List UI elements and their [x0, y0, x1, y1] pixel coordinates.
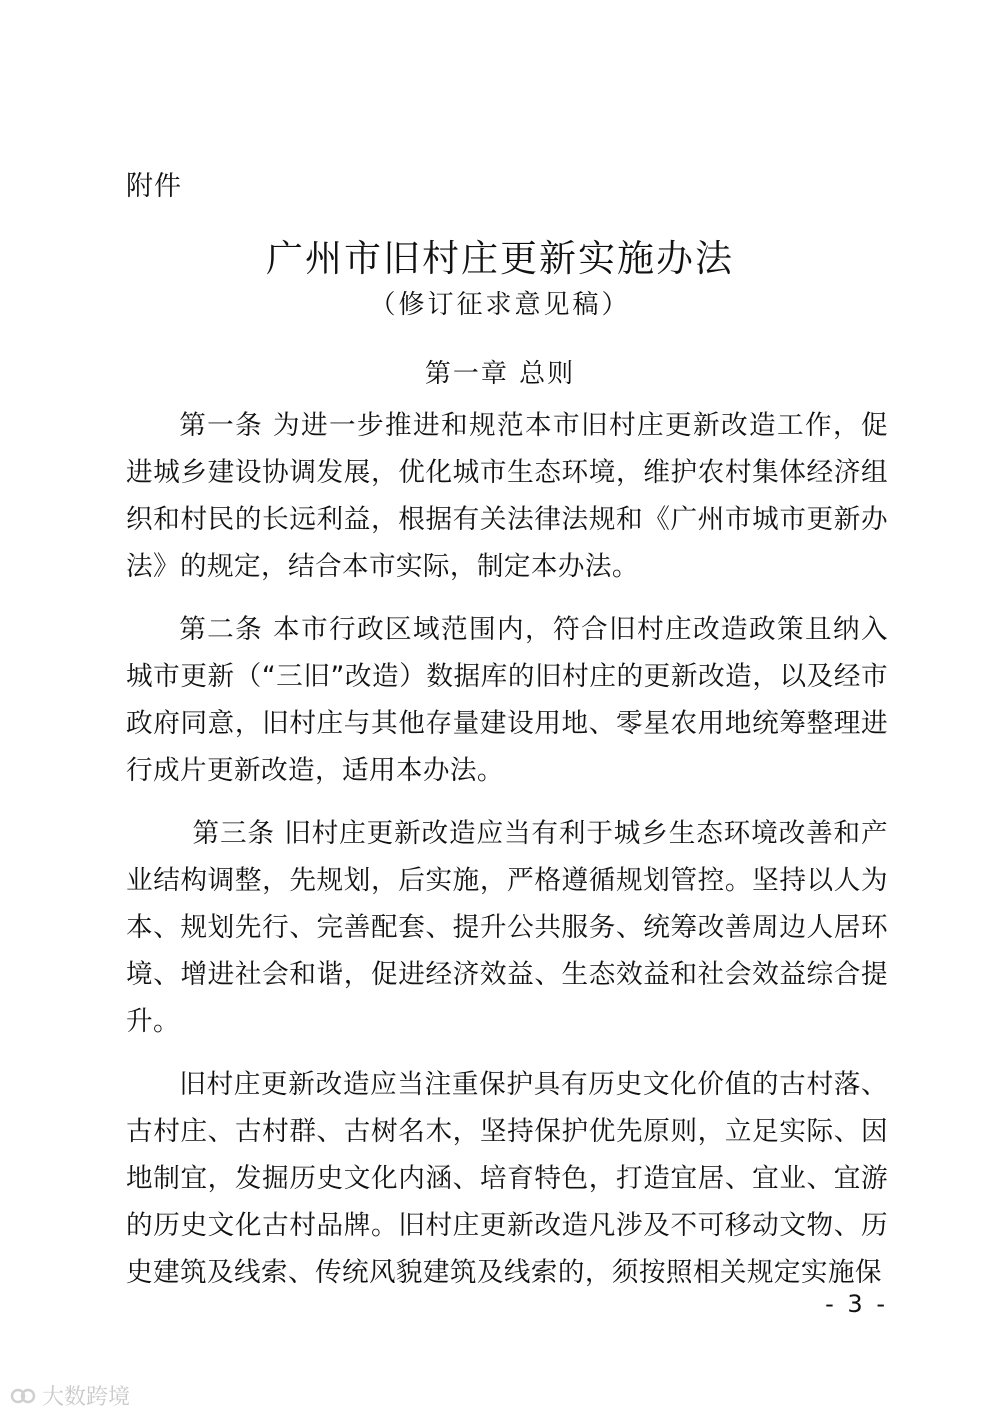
- watermark-text: 大数跨境: [42, 1385, 131, 1410]
- document-title: 广州市旧村庄更新实施办法: [266, 237, 734, 280]
- article-3-paragraph: 第三条 旧村庄更新改造应当有利于城乡生态环境改善和产业结构调整，先规划，后实施，严格遵循规划管控。坚持以人为本、规划先行、完善配套、提升公共服务、统筹改善周边人居环境、增进社会和谐，促进经济效益、生态效益和社会效益综合提升。: [126, 818, 888, 1037]
- article-2-paragraph: 第二条 本市行政区域范围内，符合旧村庄改造政策且纳入城市更新（“三旧”改造）数据库的旧村庄的更新改造，以及经市政府同意，旧村庄与其他存量建设用地、零星农用地统筹整理进行成片更新改造，适用本办法。: [126, 614, 888, 786]
- chapter-heading: 第一章 总则: [424, 359, 576, 389]
- watermark: [10, 1380, 130, 1411]
- document-subtitle: （修订征求意见稿）: [369, 290, 631, 320]
- watermark-logo-icon: [10, 1385, 36, 1407]
- attachment-label: 附件: [126, 171, 182, 202]
- article-3-continuation-paragraph: 旧村庄更新改造应当注重保护具有历史文化价值的古村落、古村庄、古村群、古树名木，坚持保护优先原则，立足实际、因地制宜，发掘历史文化内涵、培育特色，打造宜居、宜业、宜游的历史文化古村品牌。旧村庄更新改造凡涉及不可移动文物、历史建筑及线索、传统风貌建筑及线索的，须按照相关规定实施保: [126, 1069, 888, 1288]
- document-body: [126, 402, 888, 1296]
- article-1-paragraph: 第一条 为进一步推进和规范本市旧村庄更新改造工作，促进城乡建设协调发展，优化城市生态环境，维护农村集体经济组织和村民的长远利益，根据有关法律法规和《广州市城市更新办法》的规定，结合本市实际，制定本办法。: [126, 410, 888, 582]
- page-number: - 3 -: [825, 1290, 888, 1318]
